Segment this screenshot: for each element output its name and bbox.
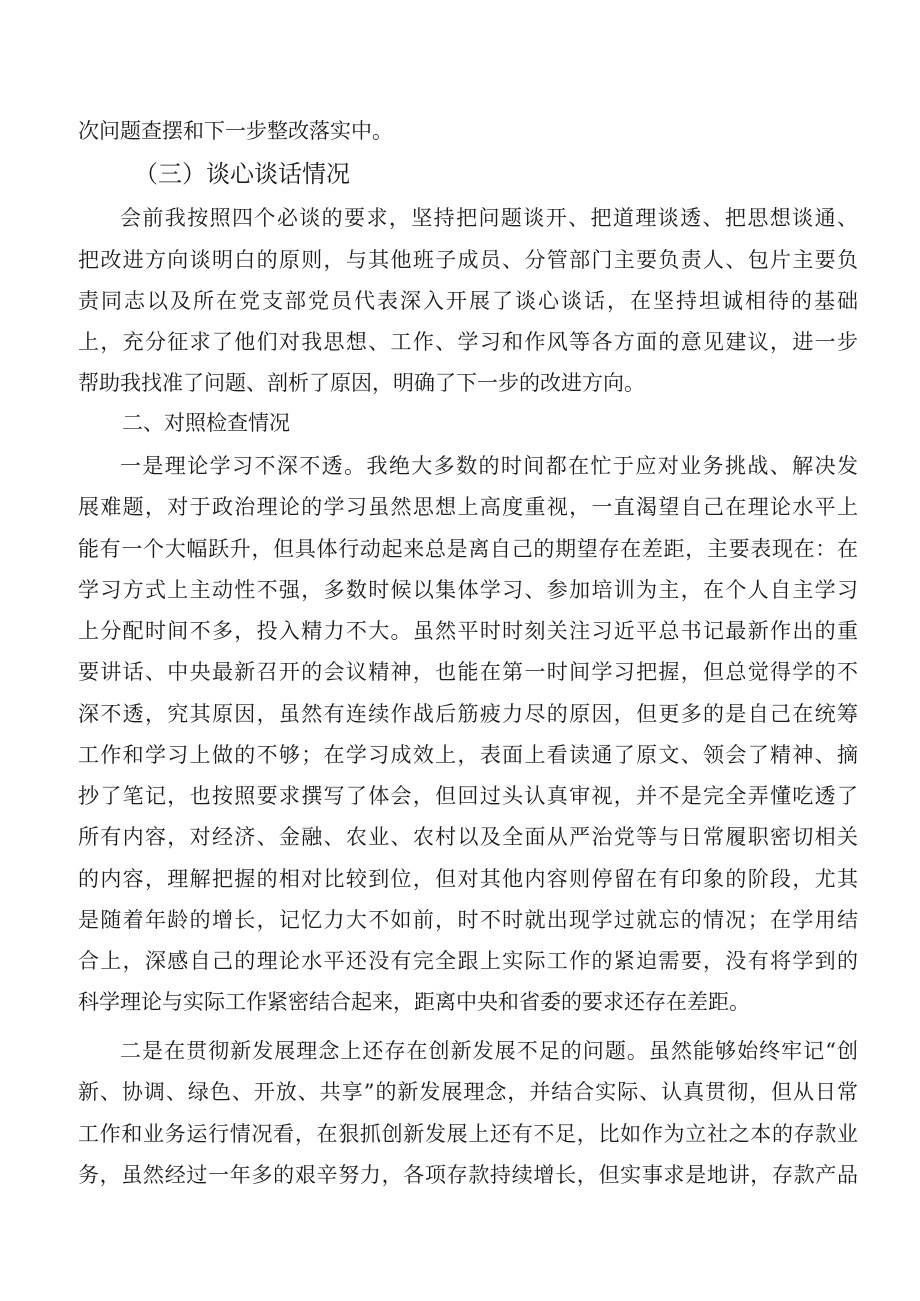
paragraph-line: 学习方式上主动性不强，多数时候以集体学习、参加培训为主，在个人自主学习 [78,578,858,602]
paragraph-line: 要讲话、中央最新召开的会议精神，也能在第一时间学习把握，但总觉得学的不 [78,660,858,684]
paragraph-line: 帮助我找准了问题、剖析了原因，明确了下一步的改进方向。 [78,371,645,395]
paragraph-line: 合上，深感自己的理论水平还没有完全跟上实际工作的紧迫需要，没有将学到的 [78,949,858,973]
paragraph-line: 科学理论与实际工作紧密结合起来，距离中央和省委的要求还存在差距。 [78,990,750,1014]
paragraph-line: 工作和学习上做的不够；在学习成效上，表面上看读通了原文、领会了精神、摘 [78,743,858,767]
section2-heading: 二、对照检查情况 [122,411,290,435]
paragraph-line: 能有一个大幅跃升，但具体行动起来总是离自己的期望存在差距，主要表现在：在 [78,537,858,561]
paragraph-line: 新、协调、绿色、开放、共享”的新发展理念，并结合实际、认真贯彻，但从日常 [78,1080,858,1104]
paragraph-line: 所有内容，对经济、金融、农业、农村以及全面从严治党等与日常履职密切相关 [78,825,858,849]
paragraph-line: 二是在贯彻新发展理念上还存在创新发展不足的问题。虽然能够始终牢记“创 [120,1039,858,1063]
section3-heading: （三）谈心谈话情况 [134,160,350,188]
paragraph-line: 一是理论学习不深不透。我绝大多数的时间都在忙于应对业务挑战、解决发 [120,454,858,478]
paragraph-line: 上分配时间不多，投入精力不大。虽然平时时刻关注习近平总书记最新作出的重 [78,619,858,643]
paragraph-line: 抄了笔记，也按照要求撰写了体会，但回过头认真审视，并不是完全弄懂吃透了 [78,784,858,808]
paragraph-line: 会前我按照四个必谈的要求，坚持把问题谈开、把道理谈透、把思想谈通、 [120,206,858,230]
paragraph-line: 工作和业务运行情况看，在狠抓创新发展上还有不足，比如作为立社之本的存款业 [78,1122,858,1146]
paragraph-line: 上，充分征求了他们对我思想、工作、学习和作风等各方面的意见建议，进一步 [78,330,858,354]
paragraph-line: 责同志以及所在党支部党员代表深入开展了谈心谈话，在坚持坦诚相待的基础 [78,289,858,313]
paragraph-line: 深不透，究其原因，虽然有连续作战后筋疲力尽的原因，但更多的是自己在统筹 [78,702,858,726]
paragraph-line: 的内容，理解把握的相对比较到位，但对其他内容则停留在有印象的阶段，尤其 [78,867,858,891]
paragraph-line: 是随着年龄的增长，记忆力大不如前，时不时就出现学过就忘的情况；在学用结 [78,908,858,932]
paragraph-line: 务，虽然经过一年多的艰辛努力，各项存款持续增长，但实事求是地讲，存款产品 [78,1163,858,1187]
paragraph-line: 展难题，对于政治理论的学习虽然思想上高度重视，一直渴望自己在理论水平上 [78,495,858,519]
paragraph-line: 把改进方向谈明白的原则，与其他班子成员、分管部门主要负责人、包片主要负 [78,248,858,272]
carry-over-line: 次问题查摆和下一步整改落实中。 [78,119,393,143]
